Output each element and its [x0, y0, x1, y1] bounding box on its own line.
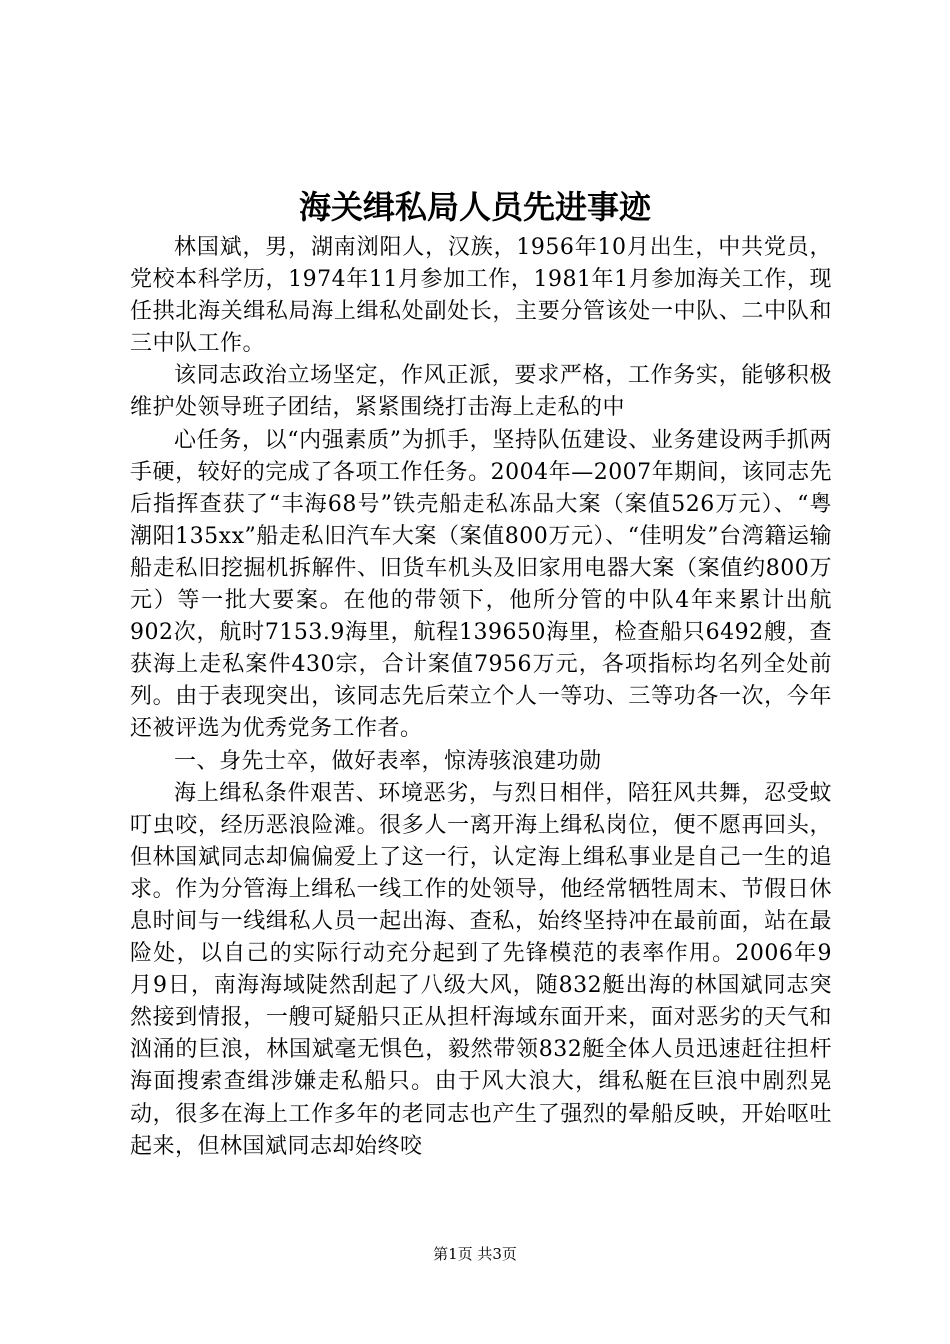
- document-body: [130, 232, 832, 1163]
- page-footer: 第1页 共3页: [433, 1245, 517, 1263]
- paragraph-intro: 林国斌，男，湖南浏阳人，汉族，1956年10月出生，中共党员，党校本科学历，1974年11月参加工作，1981年1月参加海关工作，现任拱北海关缉私局海上缉私处副处长，主要分管该处一中队、二中队和三中队工作。: [130, 235, 832, 357]
- paragraph-achievements: 心任务，以“内强素质”为抓手，坚持队伍建设、业务建设两手抓两手硬，较好的完成了各项工作任务。2004年—2007年期间，该同志先后指挥查获了“丰海68号”铁壳船走私冻品大案（案值526万元）、“粤潮阳135xx”船走私旧汽车大案（案值800万元）、“佳明发”台湾籍运输船走私旧挖掘机拆解件、旧货车机头及旧家用电器大案（案值约800万元）等一批大要案。在他的带领下，他所分管的中队4年来累计出航902次，航时7153.9海里，航程139650海里，检查船只6492艘，查获海上走私案件430宗，合计案值7956万元，各项指标均名列全处前列。由于表现突出，该同志先后荣立个人一等功、三等功各一次，今年还被评选为优秀党务工作者。: [130, 427, 832, 742]
- paragraph-political-stance: 该同志政治立场坚定，作风正派，要求严格，工作务实，能够积极维护处领导班子团结，紧紧围绕打击海上走私的中: [130, 363, 832, 421]
- document-title: 海关缉私局人员先进事迹: [298, 188, 651, 226]
- section-heading-1: 一、身先士卒，做好表率，惊涛骇浪建功勋: [174, 748, 602, 774]
- paragraph-sea-patrol: 海上缉私条件艰苦、环境恶劣，与烈日相伴，陪狂风共舞，忍受蚊叮虫咬，经历恶浪险滩。很多人一离开海上缉私岗位，便不愿再回头，但林国斌同志却偏偏爱上了这一行，认定海上缉私事业是自己一生的追求。作为分管海上缉私一线工作的处领导，他经常牺牲周末、节假日休息时间与一线缉私人员一起出海、查私，始终坚持冲在最前面，站在最险处，以自己的实际行动充分起到了先锋模范的表率作用。2006年9月9日，南海海域陡然刮起了八级大风，随832艇出海的林国斌同志突然接到情报，一艘可疑船只正从担杆海域东面开来，面对恶劣的天气和汹涌的巨浪，林国斌毫无惧色，毅然带领832艇全体人员迅速赶往担杆海面搜索查缉涉嫌走私船只。由于风大浪大，缉私艇在巨浪中剧烈晃动，很多在海上工作多年的老同志也产生了强烈的晕船反映，开始呕吐起来，但林国斌同志却始终咬: [130, 780, 832, 1159]
